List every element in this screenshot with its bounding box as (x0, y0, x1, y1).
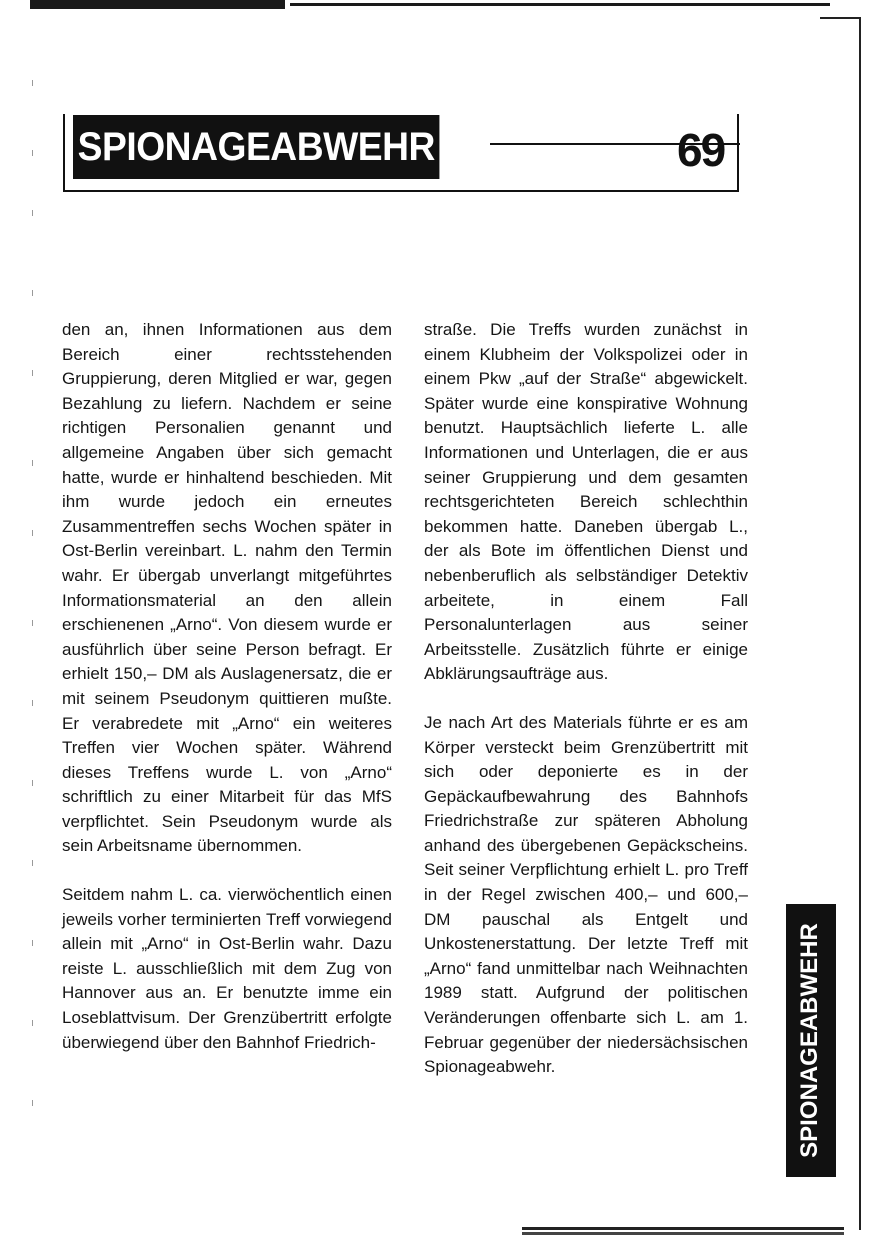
paragraph: den an, ihnen Informationen aus dem Bereich einer rechtsstehenden Gruppierung, deren Mitglied er war, gegen Bezahlung zu liefern. Nachdem er seine richtigen Personalien genannt und allgemeine Angaben über sich gemacht hatte, wurde er hinhaltend beschieden. Mit ihm wurde jedoch ein erneutes Zusammentreffen sechs Wochen später in Ost-Berlin vereinbart. L. nahm den Termin wahr. Er übergab unverlangt mitgeführtes Informationsmaterial an den allein erschienenen „Arno“. Von diesem wurde er ausführlich über seine Person befragt. Er erhielt 150,– DM als Auslagenersatz, die er mit seinem Pseudonym quittieren mußte. Er verabredete mit „Arno“ ein weiteres Treffen vier Wochen später. Während dieses Treffens wurde L. von „Arno“ schriftlich zu einer Mitarbeit für das MfS verpflichtet. Sein Pseudonym wurde als sein Arbeitsname übernommen. (62, 320, 392, 856)
text-column-left (62, 318, 392, 1055)
paragraph: Je nach Art des Materials führte er es am Körper versteckt beim Grenzübertritt mit sich oder deponierte es in der Gepäckaufbewahrung des Bahnhofs Friedrichstraße zur späteren Abholung anhand des übergebenen Gepäckscheins. Seit seiner Verpflichtung erhielt L. pro Treff in der Regel zwischen 400,– und 600,– DM pauschal als Entgelt und Unkostenerstattung. Der letzte Treff mit „Arno“ fand unmittelbar nach Weihnachten 1989 statt. Aufgrund der politischen Veränderungen offenbarte sich L. am 1. Februar gegenüber der niedersächsischen Spionageabwehr. (424, 712, 748, 1077)
page-border-bottom-shadow (522, 1232, 844, 1235)
page-border-top (820, 17, 861, 19)
margin-scan-marks (30, 60, 36, 1180)
paragraph: straße. Die Treffs wurden zunächst in einem Klubheim der Volkspolizei oder in einem Pkw „auf der Straße“ abgewickelt. Später wurde eine konspirative Wohnung benutzt. Hauptsächlich lieferte L. alle Informationen und Unterlagen, die er aus seiner Gruppierung und dem gesamten rechtsgerichteten Bereich schlechthin bekommen hatte. Daneben übergab L., der als Bote im öffentlichen Dienst und nebenberuflich als selbständiger Detektiv arbeitete, in einem Fall Personalunterlagen aus seiner Arbeitsstelle. Zusätzlich führte er einige Abklärungsaufträge aus. (424, 320, 748, 684)
section-title: SPIONAGEABWEHR (73, 115, 440, 179)
scan-edge-top-right (290, 3, 830, 6)
page-number: 69 (677, 124, 725, 176)
side-tab-edge (832, 904, 836, 1177)
section-side-tab (786, 904, 834, 1177)
text-column-right (424, 318, 748, 1080)
scan-edge-top-left (30, 0, 285, 9)
page-border-bottom (522, 1227, 844, 1230)
paragraph: Seitdem nahm L. ca. vierwöchentlich einen jeweils vorher terminierten Treff vorwiegend allein mit „Arno“ in Ost-Berlin wahr. Dazu reiste L. ausschließlich mit dem Zug von Hannover aus an. Er benutzte imme ein Loseblattvisum. Der Grenzübertritt erfolgte überwiegend über den Bahnhof Friedrich- (62, 885, 392, 1052)
page-border-right (859, 18, 861, 1230)
side-tab-label: SPIONAGEABWEHR (796, 923, 823, 1158)
